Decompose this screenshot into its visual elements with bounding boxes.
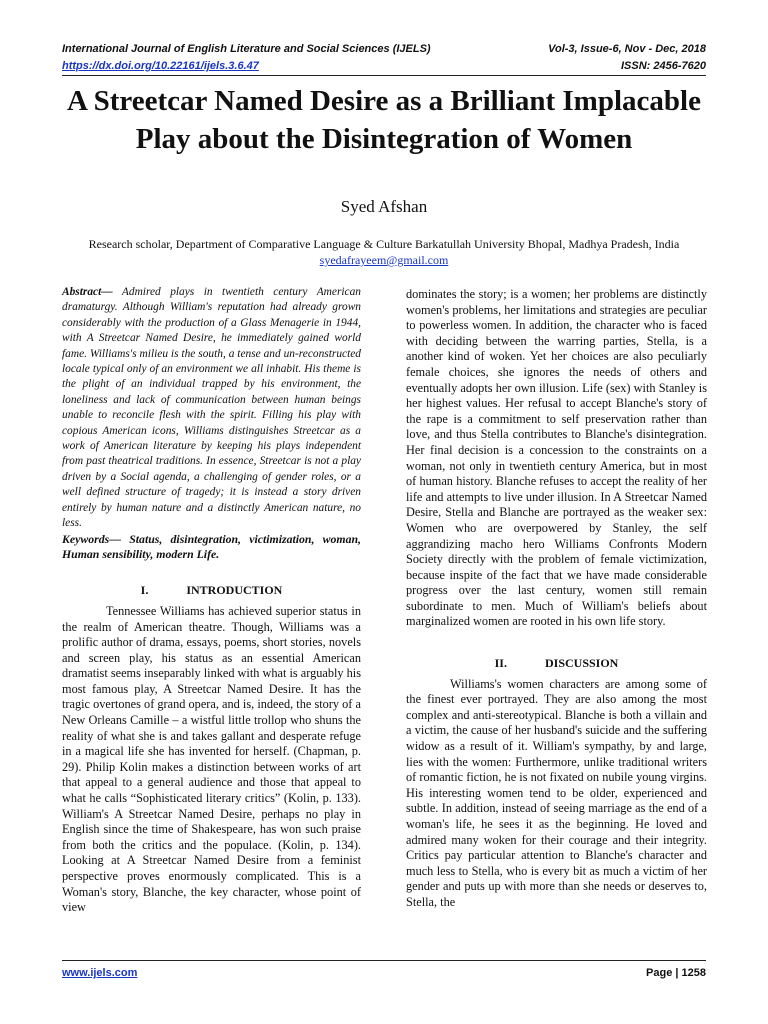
- volume-issue: Vol-3, Issue-6, Nov - Dec, 2018: [548, 43, 706, 55]
- author-name: Syed Afshan: [340, 197, 428, 216]
- author-affiliation: [40, 236, 728, 268]
- affiliation-text: Research scholar, Department of Comparative Language & Culture Barkatullah University Bhopal, Madhya Pradesh, India: [88, 237, 680, 251]
- introduction-continued-paragraph: dominates the story; is a women; her problems are distinctly women's problems, her limitations and strategies are peculiar to powerless women. In addition, the character who is faced with deciding between the warring parties, Stella, is a another kind of woken. Yet her choices are also peculiarly female choices, she ignores the needs of others and eventually adopts her own illusion. Life (sex) with Stanley is her highest values. Her refusal to accept Blanche's story of the rape is a commitment to self preservation rather than love, and thus Stella contributes to Blanche's disintegration. Her final decision is a concession to the constraints on a woman, not only in twentieth century America, but in most of human history. Blanche refuses to accept the reality of her life and attempts to live under illusion. In A Streetcar Named Desire, Stella and Blanche are portrayed as the weaker sex: Women who are overpowered by Stanley, the self aggrandizing macho hero Williams Confronts Modern Society directly with the problem of female victimization, because inspite of the fact that we have made considerable progress over the last century, women still remain subordinate to men. Much of William's beliefs about marginalized women are rooted in his own life story.: [406, 287, 707, 629]
- paper-title: A Streetcar Named Desire as a Brilliant Implacable Play about the Disintegration of Women: [67, 85, 701, 155]
- section-number: II.: [494, 656, 507, 671]
- header-rule: [62, 75, 706, 76]
- issn: ISSN: 2456-7620: [621, 60, 706, 72]
- footer-rule: [62, 960, 706, 961]
- section-title: INTRODUCTION: [186, 583, 283, 598]
- section-heading-introduction: [62, 583, 361, 599]
- doi-link[interactable]: https://dx.doi.org/10.22161/ijels.3.6.47: [62, 60, 259, 72]
- abstract-text: Admired plays in twentieth century American dramaturgy. Although William's reputation had already grown considerably with the production of a Glass Menagerie in 1944, with A Streetcar Named Desire, he immediately gained world fame. Williams's milieu is the south, a tense and un-reconstructed locale typical only of an environment we all inhabit. His theme is the plight of an individual trapped by his environment, the loneliness and lack of communication between human beings unable to reconcile flesh with the spirit. Filling his play with copious American icons, Williams distinguishes Streetcar as a work of American literature by keeping his plays independent from past theatrical traditions. In essence, Streetcar is not a play driven by a Social agenda, a challenging of gender roles, or a well defined structure of tragedy; it is instead a story driven entirely by human nature and a distinctly American nature, no less.: [62, 286, 361, 530]
- left-column: [62, 285, 361, 916]
- section-title: DISCUSSION: [544, 656, 619, 671]
- right-column: [406, 287, 707, 911]
- abstract-label: Abstract—: [62, 286, 113, 298]
- introduction-paragraph: Tennessee Williams has achieved superior status in the realm of American theatre. Though, Williams was a prolific author of drama, essays, poems, short stories, novels and screen play, his status as an essential American dramatist seems inseparably linked with what is arguably his most famous play, A Streetcar Named Desire. It has the tragic overtones of grand opera, and is, indeed, the story of a New Orleans Camille – a wistful little trollop who shuns the reality of what she is and takes gallant and desperate refuge in a magical life she has invented for herself. (Chapman, p. 29). Philip Kolin makes a distinction between works of art that appeal to a general audience and those that appeal to what he calls “Sophisticated literary critics” (Kolin, p. 133). William's A Streetcar Named Desire, perhaps no play in English since the time of Shakespeare, has won such praise from both the critics and the populace. (Kolin, p. 134). Looking at A Streetcar Named Desire from a feminist perspective proves enormously complicated. This is a Woman's story, Blanche, the key character, whose point of view: [62, 603, 361, 915]
- discussion-paragraph: Williams's women characters are among some of the finest ever portrayed. They are also among the most complex and anti-stereotypical. Blanche is both a villain and a victim, the cause of her husband's suicide and the suffering widow as a result of it. William's sympathy, by and large, lies with the women: Furthermore, unlike traditional writers of romantic fiction, he is not fixated on nubile young virgins. His interesting women tend to be older, experienced and subtle. In addition, instead of seeing marriage as the end of a woman's life, he sees it as the beginning. He loved and admired many woken for their courage and their integrity. Critics pay particular attention to Blanche's character and much less to Stella, who is every bit as much a victim of her gender and puts up with more than she needs or deserves to, Stella, the: [406, 676, 707, 909]
- keywords-label: Keywords—: [62, 531, 121, 546]
- section-heading-discussion: [406, 656, 707, 672]
- abstract: [62, 285, 361, 532]
- journal-website-link[interactable]: www.ijels.com: [62, 967, 138, 979]
- section-number: I.: [140, 583, 149, 598]
- keywords-text: Status, disintegration, victimization, woman, Human sensibility, modern Life.: [62, 531, 361, 561]
- author-email-link[interactable]: syedafrayeem@gmail.com: [319, 253, 449, 267]
- page-number: Page | 1258: [646, 967, 706, 979]
- journal-name: International Journal of English Literature and Social Sciences (IJELS): [62, 43, 431, 55]
- keywords: [62, 532, 361, 563]
